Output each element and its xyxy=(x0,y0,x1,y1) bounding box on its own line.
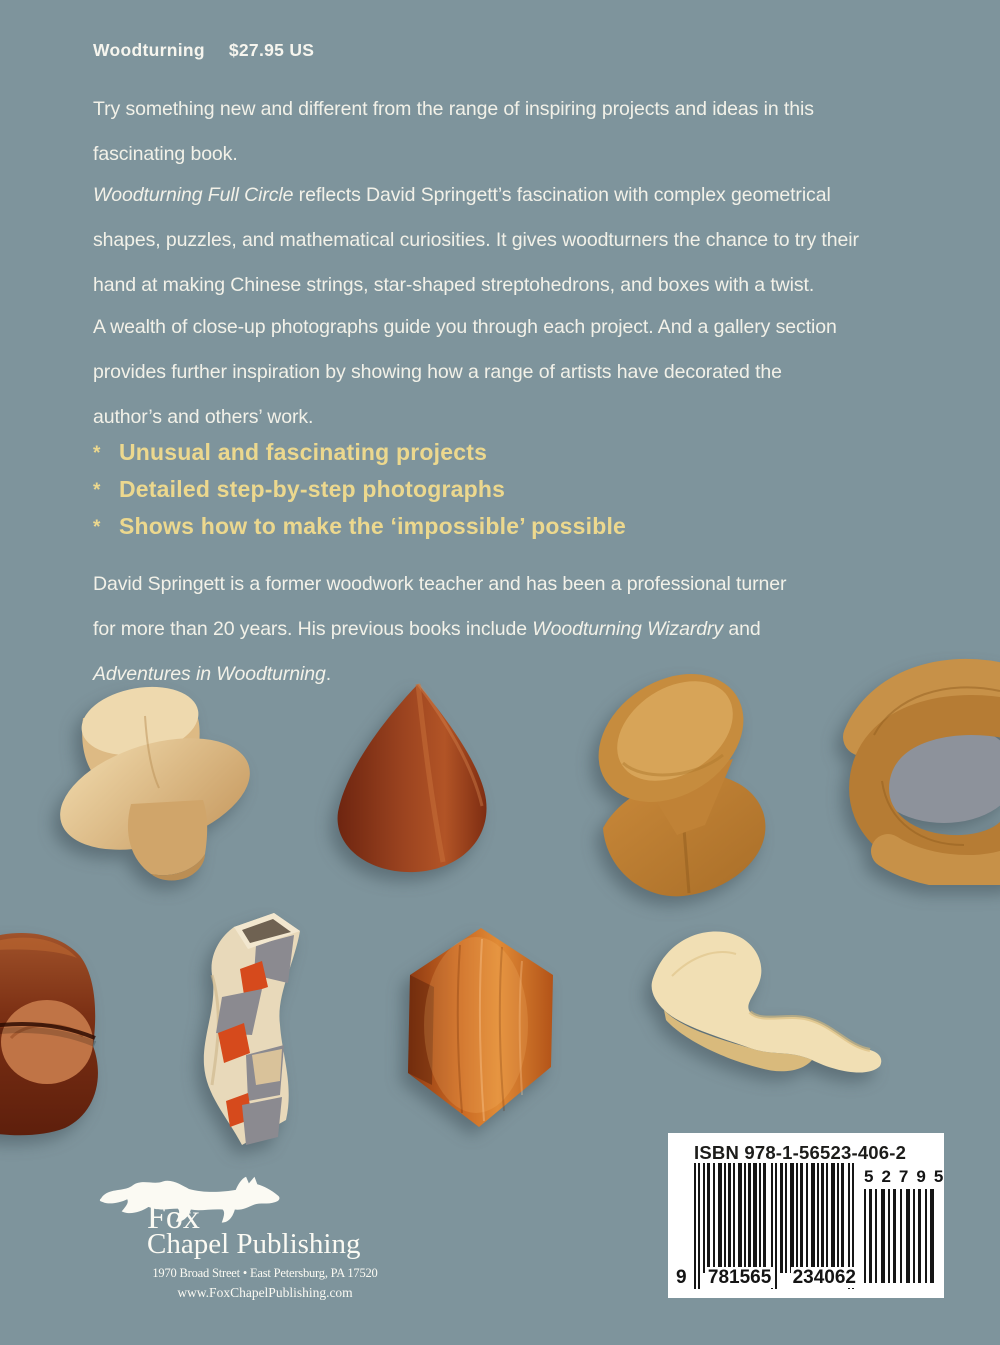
book-title-italic: Woodturning Full Circle xyxy=(93,184,294,206)
photo-mahogany-cone xyxy=(325,678,500,878)
asterisk-bullet-icon: * xyxy=(93,517,101,538)
category-label: Woodturning xyxy=(93,40,205,60)
photo-twisted-hat xyxy=(55,676,250,881)
barcode-digit-lead: 9 xyxy=(676,1267,687,1288)
barcode-supplement-digits xyxy=(864,1167,952,1187)
publisher-name-line1: Fox xyxy=(147,1199,200,1236)
barcode-supplement-bars xyxy=(864,1189,936,1283)
book-title-italic: Woodturning Wizardry xyxy=(532,618,724,640)
text-segment: reflects David Springett’s fascination with complex geometrical xyxy=(293,184,831,206)
bullet-text: Unusual and fascinating projects xyxy=(119,439,488,465)
text-line: author’s and others’ work. xyxy=(93,406,314,428)
isbn-label: ISBN 978-1-56523-406-2 xyxy=(694,1142,907,1163)
text-line: A wealth of close-up photographs guide you through each project. And a gallery section xyxy=(93,316,837,338)
text-line: David Springett is a former woodwork teacher and has been a professional turner xyxy=(93,573,787,595)
highlights-list xyxy=(93,434,626,545)
photo-wave-shape xyxy=(632,916,892,1086)
barcode-digit-group: 781565 xyxy=(707,1267,772,1288)
publisher-website: www.FoxChapelPublishing.com xyxy=(177,1285,353,1300)
price-label: $27.95 US xyxy=(228,40,315,60)
asterisk-bullet-icon: * xyxy=(93,443,101,464)
top-line xyxy=(93,40,314,61)
supplement-digit: 52795 xyxy=(864,1167,952,1186)
text-segment: and xyxy=(723,618,761,640)
photo-twisted-column xyxy=(182,905,307,1155)
text-line xyxy=(93,173,859,218)
gallery-note-paragraph xyxy=(93,305,837,440)
text-line: shapes, puzzles, and mathematical curiosities. It gives woodturners the chance to try their xyxy=(93,229,859,251)
barcode-digits xyxy=(674,1267,858,1288)
bullet-item xyxy=(93,508,626,545)
text-line: hand at making Chinese strings, star-shaped streptohedrons, and boxes with a twist. xyxy=(93,274,815,296)
book-title-italic: Adventures in Woodturning xyxy=(93,663,326,685)
isbn-barcode-box xyxy=(668,1133,952,1298)
bullet-item xyxy=(93,434,626,471)
bullet-text: Detailed step-by-step photographs xyxy=(119,476,506,502)
text-line xyxy=(93,607,786,652)
photo-red-twist-box xyxy=(0,918,100,1138)
about-book-paragraph xyxy=(93,173,859,308)
text-segment: for more than 20 years. His previous books include xyxy=(93,618,533,640)
photo-twisted-double-cone xyxy=(583,663,773,903)
intro-paragraph xyxy=(93,87,814,177)
publisher-address: 1970 Broad Street • East Petersburg, PA 17520 xyxy=(152,1266,378,1280)
publisher-name-line2: Chapel Publishing xyxy=(147,1228,361,1260)
bullet-text: Shows how to make the ‘impossible’ possible xyxy=(119,513,627,539)
asterisk-bullet-icon: * xyxy=(93,480,101,501)
text-line: fascinating book. xyxy=(93,143,238,165)
bullet-item xyxy=(93,471,626,508)
photo-oak-spiral-ring xyxy=(822,655,1000,885)
text-line: Try something new and different from the range of inspiring projects and ideas in this xyxy=(93,98,814,120)
text-segment: . xyxy=(325,663,332,685)
barcode-digit-group: 234062 xyxy=(792,1267,856,1288)
photo-orange-cube xyxy=(402,925,560,1130)
text-line: provides further inspiration by showing how a range of artists have decorated the xyxy=(93,361,782,383)
